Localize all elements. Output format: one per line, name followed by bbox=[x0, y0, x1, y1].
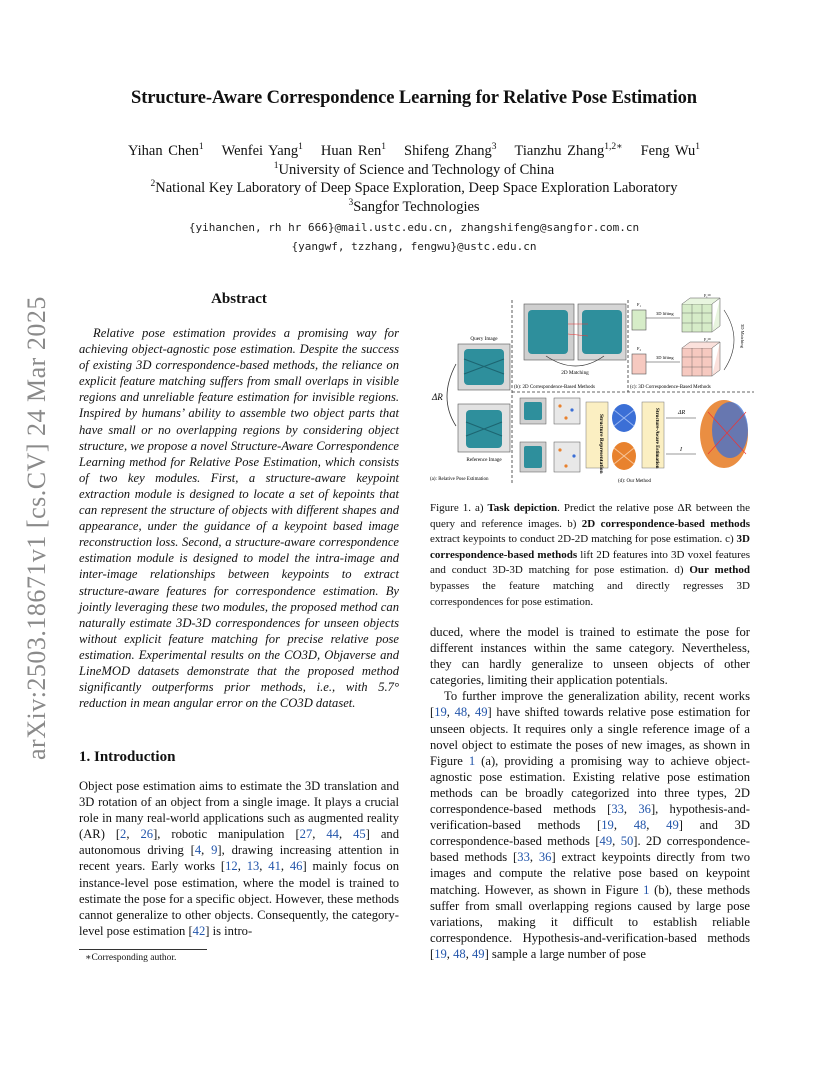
f1-3d-label: F₁³ᴰ bbox=[704, 294, 711, 298]
caption-bold-term: 2D correspondence-based methods bbox=[581, 517, 750, 530]
panel-a-label: (a): Relative Pose Estimation bbox=[430, 477, 489, 482]
text-run: ] and autonomous driving [ bbox=[79, 827, 400, 858]
our-input-1-suitcase bbox=[524, 402, 542, 420]
citation-link[interactable]: 33 bbox=[611, 802, 624, 817]
text-run: , bbox=[446, 946, 454, 961]
text-run: , bbox=[446, 705, 455, 720]
citation-link[interactable]: 49 bbox=[471, 946, 485, 961]
intro-body bbox=[79, 778, 399, 939]
citation-link[interactable]: 41 bbox=[268, 859, 281, 874]
author-affiliation-sup: 1 bbox=[298, 142, 303, 152]
text-run: , bbox=[259, 859, 269, 874]
text-run: ], drawing increasing attention in recent years. Early works [ bbox=[79, 843, 400, 874]
citation-link[interactable]: 36 bbox=[538, 850, 552, 865]
text-run: Figure 1. a) bbox=[430, 502, 488, 514]
intro-heading: 1. Introduction bbox=[79, 749, 176, 765]
citation-link[interactable]: 12 bbox=[225, 859, 238, 874]
citation-link[interactable]: 49 bbox=[666, 818, 679, 833]
arxiv-stamp: arXiv:2503.18671v1 [cs.CV] 24 Mar 2025 bbox=[22, 296, 51, 760]
figure-1 bbox=[428, 294, 754, 486]
text-run: , bbox=[623, 802, 639, 817]
text-run: , bbox=[312, 827, 327, 842]
citation-link[interactable]: 50 bbox=[620, 834, 634, 849]
text-run: , bbox=[280, 859, 290, 874]
text-run: , bbox=[201, 843, 212, 858]
citation-link[interactable]: 26 bbox=[140, 827, 154, 842]
caption-bold-term: Task depiction bbox=[487, 502, 558, 514]
panel-c-label: (c): 3D Correspondence-Based Methods bbox=[630, 385, 711, 390]
feature-f1 bbox=[632, 310, 646, 330]
text-run: Object pose estimation aims to estimate the 3D translation and 3D rotation of an object from a single image. It plays a crucial role in many real-world applications such as augmented reality (AR) [ bbox=[79, 779, 399, 842]
panel-b-label: (b): 2D Correspondence-Based Methods bbox=[514, 385, 595, 390]
text-run: ] have shifted towards relative pose estimation for unseen objects. It requires only a single reference image of a novel object to estimate the poses of new images, as shown in Figure bbox=[430, 705, 751, 768]
text-run: lift 2D features into 3D voxel features and conduct 3D-3D matching for pose estimation. d) bbox=[430, 548, 751, 577]
author-affiliation-sup: 1,2∗ bbox=[604, 142, 623, 152]
text-run: ] mainly focus on instance-level pose estimation, where the model is trained to estimate the pose for a specific object. However, these methods cannot generalize to other objects. Consequently, the category-level pose estimation [ bbox=[79, 859, 400, 938]
citation-link[interactable]: 48 bbox=[453, 946, 466, 961]
citation-link[interactable]: 19 bbox=[434, 946, 447, 961]
abstract-heading: Abstract bbox=[211, 291, 267, 307]
text-run: , bbox=[126, 827, 141, 842]
abstract-text: Relative pose estimation provides a promising way for achieving object-agnostic pose estimation. Despite the success of existing 3D correspondence-based methods, the reliance on explicit feature matching suffers from small overlaps in visible regions and unreliable feature estimation for invisible regions. Inspired by humans’ ability to assemble two object parts that have small or no overlapping regions by considering object structure, we propose a novel Structure-Aware Correspondence Learning method for Relative Pose Estimation, which consists of two key modules. First, a structure-aware keypoint extraction module is designed to locate a set of kepoints that can represent the structure of objects with different shapes and appearance, under the guidance of a keypoint based image reconstruction loss. Second, a structure-aware correspondence estimation module is designed to model the intra-image and inter-image relationships between keypoints to extract structure-aware features for correspondence estimation. By jointly leveraging these two modules, the proposed method can naturally estimate 3D-3D correspondences for unseen objects without explicit feature matching for precise relative pose estimation. Experimental results on the CO3D, Objaverse and LineMOD datasets demonstrate that the proposed method significantly outperforms prior methods, i.e., with 5.7° reduction in mean angular error on the CO3D dataset. bbox=[79, 326, 399, 711]
affiliation-3: $^3$Sangfor Technologies bbox=[348, 198, 480, 215]
citation-link[interactable]: 42 bbox=[192, 923, 206, 938]
author-name: Shifeng Zhang$^3$ bbox=[404, 142, 497, 159]
citation-link[interactable]: 45 bbox=[353, 827, 366, 842]
text-run: , bbox=[237, 859, 247, 874]
right-paragraph-2 bbox=[430, 688, 750, 962]
text-run: , bbox=[465, 946, 472, 961]
voxel-grid-1 bbox=[682, 298, 720, 332]
structure-representation-label: Structure Representation bbox=[598, 414, 604, 474]
matching-3d-arrow bbox=[724, 310, 734, 370]
f2-label: F₂ bbox=[636, 346, 642, 351]
paper-title: Structure-Aware Correspondence Learning for Relative Pose Estimation bbox=[131, 88, 697, 108]
structure-estimation-label: Structure-Aware Estimation bbox=[654, 408, 659, 469]
email-line-2: {yangwf, tzzhang, fengwu}@ustc.edu.cn bbox=[291, 240, 537, 253]
lifting-label-1: 3D lifting bbox=[656, 311, 674, 316]
our-keypoints-2 bbox=[554, 442, 580, 472]
footnote: ∗Corresponding author. bbox=[85, 953, 177, 963]
citation-link[interactable]: 13 bbox=[246, 859, 260, 874]
text-run: , bbox=[613, 818, 634, 833]
structure-estimation-block bbox=[642, 402, 664, 468]
text-run: ]. 2D correspondence-based methods [ bbox=[430, 834, 751, 865]
citation-link[interactable]: 27 bbox=[299, 827, 313, 842]
text-run: (b), these methods suffer from small overlapping regions caused by large pose variations, making it difficult to establish reliable correspondence. Hypothesis-and-verification-based methods [ bbox=[430, 882, 750, 961]
citation-link[interactable]: 36 bbox=[638, 802, 651, 817]
author-list bbox=[0, 141, 828, 160]
citation-link[interactable]: 46 bbox=[289, 859, 303, 874]
right-column-body bbox=[430, 624, 750, 962]
matching-2d-label: 2D Matching bbox=[561, 370, 589, 376]
aligned-structure bbox=[700, 400, 748, 468]
email-line-1: {yihanchen, rh hr 666}@mail.ustc.edu.cn, zhangshifeng@sangfor.com.cn bbox=[188, 221, 640, 234]
identity-label: I bbox=[680, 447, 682, 453]
citation-link[interactable]: 1 bbox=[468, 753, 476, 768]
intro-paragraph bbox=[79, 778, 399, 939]
text-run: To further improve the generalization ability, recent works [ bbox=[430, 689, 750, 720]
citation-link[interactable]: 1 bbox=[643, 882, 650, 897]
lifting-label-2: 3D lifting bbox=[656, 355, 674, 360]
text-run: , bbox=[467, 705, 475, 720]
affiliation-2: $^2$National Key Laboratory of Deep Space Exploration, Deep Space Exploration Laboratory bbox=[150, 179, 678, 196]
feature-f2 bbox=[632, 354, 646, 374]
citation-link[interactable]: 48 bbox=[633, 818, 647, 833]
figure-1-diagram bbox=[428, 294, 754, 486]
delta-r-label: ΔR bbox=[432, 392, 443, 402]
abstract-body bbox=[79, 325, 399, 711]
author-affiliation-sup: 1 bbox=[198, 142, 204, 152]
matching-suitcase-left bbox=[528, 310, 568, 354]
panel-d-label: (d): Our Method bbox=[618, 479, 652, 484]
footnote-rule bbox=[79, 949, 207, 950]
author-affiliation-sup: 1 bbox=[381, 142, 387, 152]
delta-r-label-d: ΔR bbox=[678, 410, 686, 416]
text-run: , bbox=[646, 818, 667, 833]
author-affiliation-sup: 3 bbox=[491, 142, 497, 152]
citation-link[interactable]: 19 bbox=[601, 818, 614, 833]
text-run: , bbox=[338, 827, 354, 842]
text-run: ] extract keypoints directly from two images and compute the relative pose based on keypoint matching. However, as shown in Figure bbox=[430, 850, 751, 897]
caption-bold-term: Our method bbox=[689, 564, 750, 577]
citation-link[interactable]: 19 bbox=[434, 705, 447, 720]
text-run: ] and 3D correspondence-based methods [ bbox=[430, 818, 750, 849]
structure-blob-2 bbox=[612, 442, 636, 470]
our-input-2-suitcase bbox=[524, 446, 542, 468]
affiliation-1: $^1$University of Science and Technology of China bbox=[273, 161, 555, 178]
text-run: ], hypothesis-and-verification-based methods [ bbox=[430, 802, 751, 833]
voxel-grid-2 bbox=[682, 342, 720, 376]
text-run: , bbox=[612, 834, 621, 849]
delta-r-arrow bbox=[447, 364, 456, 426]
text-run: . Predict the relative pose ΔR between the query and reference images. b) bbox=[430, 502, 750, 530]
matching-suitcase-right bbox=[582, 310, 622, 354]
text-run: (a), providing a promising way to achieve object-agnostic pose estimation. Existing relative pose estimation methods can be broadly categorized into three types, 2D correspondence-based methods [ bbox=[430, 753, 750, 817]
author-name: Yihan Chen$^1$ bbox=[127, 142, 204, 159]
matching-3d-label: 3D Matching bbox=[740, 324, 745, 348]
author-name: Tianzhu Zhang$^{1,2∗}$ bbox=[514, 142, 623, 159]
citation-link[interactable]: 48 bbox=[454, 705, 468, 720]
text-run: ] is intro- bbox=[205, 923, 253, 938]
citation-link[interactable]: 4 bbox=[194, 843, 202, 858]
text-run: , bbox=[529, 850, 539, 865]
citation-link[interactable]: 2 bbox=[120, 827, 127, 842]
f2-3d-label: F₂³ᴰ bbox=[704, 337, 711, 342]
our-keypoints-1 bbox=[554, 398, 580, 424]
author-affiliation-sup: 1 bbox=[695, 142, 701, 152]
figure-1-caption bbox=[430, 501, 750, 610]
author-name: Huan Ren$^1$ bbox=[320, 142, 387, 159]
citation-link[interactable]: 33 bbox=[517, 850, 530, 865]
structure-blob-1 bbox=[612, 404, 636, 432]
author-name: Wenfei Yang$^1$ bbox=[221, 142, 303, 159]
text-run: ], robotic manipulation [ bbox=[153, 827, 300, 842]
text-run: extract keypoints to conduct 2D-2D matching for pose estimation. c) bbox=[430, 533, 737, 546]
f1-label: F₁ bbox=[636, 302, 642, 307]
citation-link[interactable]: 49 bbox=[599, 834, 613, 849]
right-paragraph-1: duced, where the model is trained to estimate the pose for different instances within the same category. Nevertheless, they can hardly generalize to unseen objects of other categories, limiting their application potentials. bbox=[430, 625, 750, 688]
citation-link[interactable]: 44 bbox=[326, 827, 339, 842]
author-name: Feng Wu$^1$ bbox=[640, 142, 701, 159]
text-run: ] sample a large number of pose bbox=[484, 946, 646, 961]
caption-bold-term: 3D correspondence-based methods bbox=[430, 533, 750, 561]
citation-link[interactable]: 49 bbox=[474, 705, 488, 720]
citation-link[interactable]: 9 bbox=[211, 843, 218, 858]
reference-label: Reference Image bbox=[466, 457, 502, 463]
query-label: Query Image bbox=[470, 336, 498, 342]
text-run: bypasses the feature matching and directly regresses 3D correspondences for pose estimation. bbox=[430, 579, 750, 608]
